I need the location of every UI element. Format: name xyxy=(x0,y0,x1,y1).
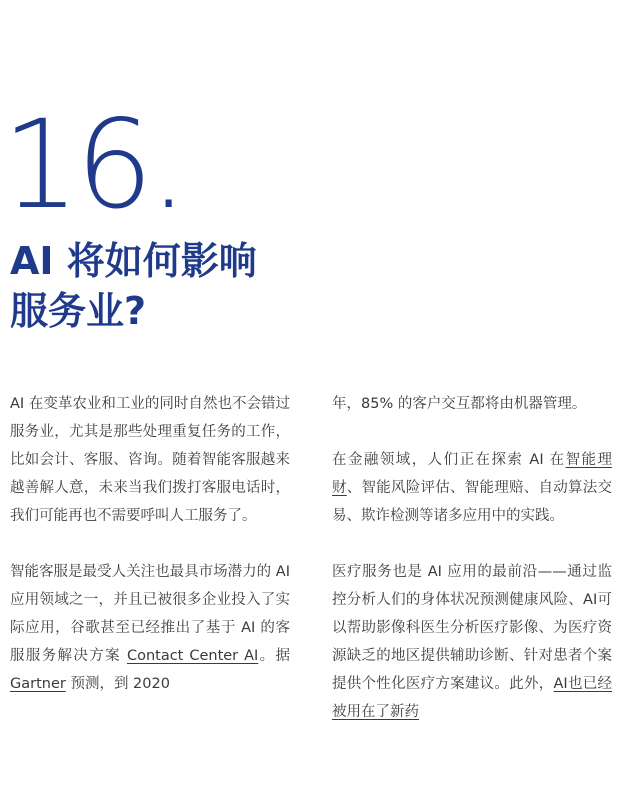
paragraph-text: 在金融领域，人们正在探索 AI 在 xyxy=(332,452,566,468)
chapter-number: 16. xyxy=(2,94,185,236)
smart-finance-link[interactable]: 智能理财 xyxy=(332,452,613,496)
paragraph-smart-customer-service xyxy=(10,558,290,698)
left-column xyxy=(10,390,290,698)
gartner-link[interactable]: Gartner xyxy=(10,676,66,692)
contact-center-ai-link[interactable]: Contact Center AI xyxy=(126,648,259,664)
new-drug-link[interactable]: AI也已经被用在了新药 xyxy=(332,676,612,720)
chapter-title-line-2: 服务业? xyxy=(10,289,147,333)
chapter-title xyxy=(10,236,257,336)
paragraph-text: 预测，到 2020 xyxy=(65,676,170,692)
paragraph-text: 。据 xyxy=(258,648,291,664)
chapter-title-line-1: AI 将如何影响 xyxy=(10,239,257,283)
paragraph-services-intro: AI 在变革农业和工业的同时自然也不会错过服务业，尤其是那些处理重复任务的工作，比如会计、客服、咨询。随着智能客服越来越善解人意，未来当我们拨打客服电话时，我们可能再也不需要呼叫人工服务了。 xyxy=(10,396,290,524)
paragraph-text: 医疗服务也是 AI 应用的最前沿——通过监控分析人们的身体状况预测健康风险、AI可以帮助影像科医生分析医疗影像、为医疗资源缺乏的地区提供辅助诊断、针对患者个案提供个性化医疗方案建议。此外， xyxy=(332,564,612,692)
paragraph-healthcare xyxy=(332,558,612,726)
paragraph-text: 、智能风险评估、智能理赔、自动算法交易、欺诈检测等诸多应用中的实践。 xyxy=(332,480,612,524)
paragraph-text: 智能客服是最受人关注也最具市场潜力的 AI 应用领域之一，并且已被很多企业投入了实际应用，谷歌甚至已经推出了基于 AI 的客服服务解决方案 xyxy=(10,564,290,664)
paragraph-finance xyxy=(332,446,612,530)
paragraph-continuation: 年，85% 的客户交互都将由机器管理。 xyxy=(332,396,587,412)
right-column xyxy=(332,390,612,726)
